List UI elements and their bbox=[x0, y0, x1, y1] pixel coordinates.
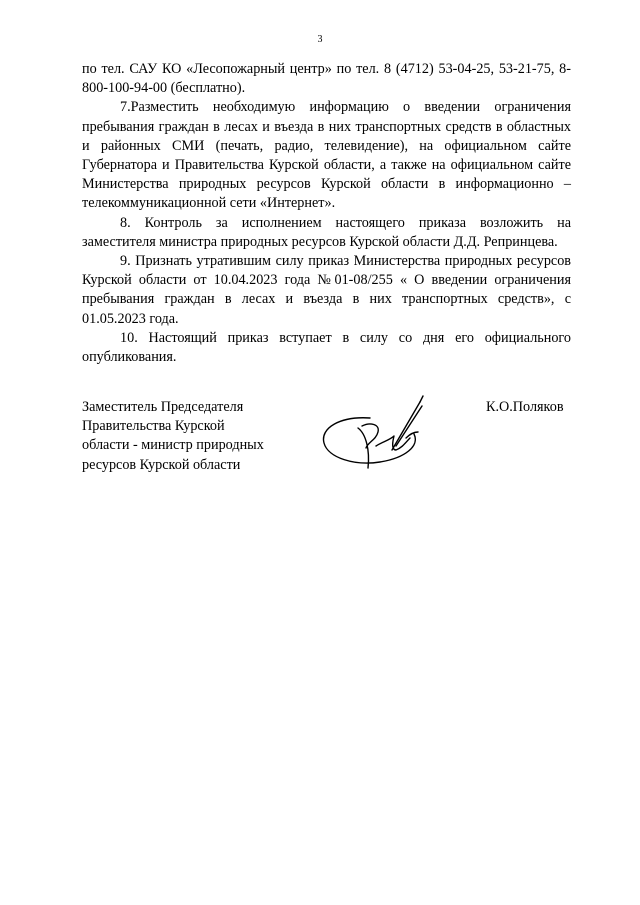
signatory-title bbox=[82, 398, 302, 475]
signatory-title-line: Правительства Курской bbox=[82, 418, 225, 435]
signatory-title-line: области - министр природных bbox=[82, 437, 264, 454]
paragraph-10: 10. Настоящий приказ вступает в силу со дня его официального опубликования. bbox=[82, 329, 571, 366]
handwritten-signature bbox=[310, 388, 460, 488]
page-number: 3 bbox=[317, 34, 323, 45]
paragraph-contacts: по тел. САУ КО «Лесопожарный центр» по тел. 8 (4712) 53-04-25, 53-21-75, 8-800-100-94-00 (бесплатно). bbox=[82, 61, 571, 97]
signatory-title-line: Заместитель Председателя bbox=[82, 399, 244, 415]
signatory-name: К.О.Поляков bbox=[486, 399, 564, 415]
paragraph-9: 9. Признать утратившим силу приказ Министерства природных ресурсов Курской области от 10.04.2023 года №01-08/255 « О введении ограничения пребывания граждан в лесах и въезда в них транспортных средств», с 01.05.2023 года. bbox=[82, 253, 571, 327]
document-body bbox=[82, 60, 571, 367]
signatory-title-line: ресурсов Курской области bbox=[82, 456, 241, 473]
paragraph-8: 8. Контроль за исполнением настоящего приказа возложить на заместителя министра природных ресурсов Курской области Д.Д. Репринцева. bbox=[82, 214, 571, 250]
paragraph-7: 7.Разместить необходимую информацию о введении ограничения пребывания граждан в лесах и въезда в них транспортных средств в областных и районных СМИ (печать, радио, телевидение), на официальном сайте Губернатора и Правительства Курской области, а также на официальном сайте Министерства природных ресурсов Курской области в информационно – телекоммуникационной сети «Интернет». bbox=[82, 99, 571, 212]
